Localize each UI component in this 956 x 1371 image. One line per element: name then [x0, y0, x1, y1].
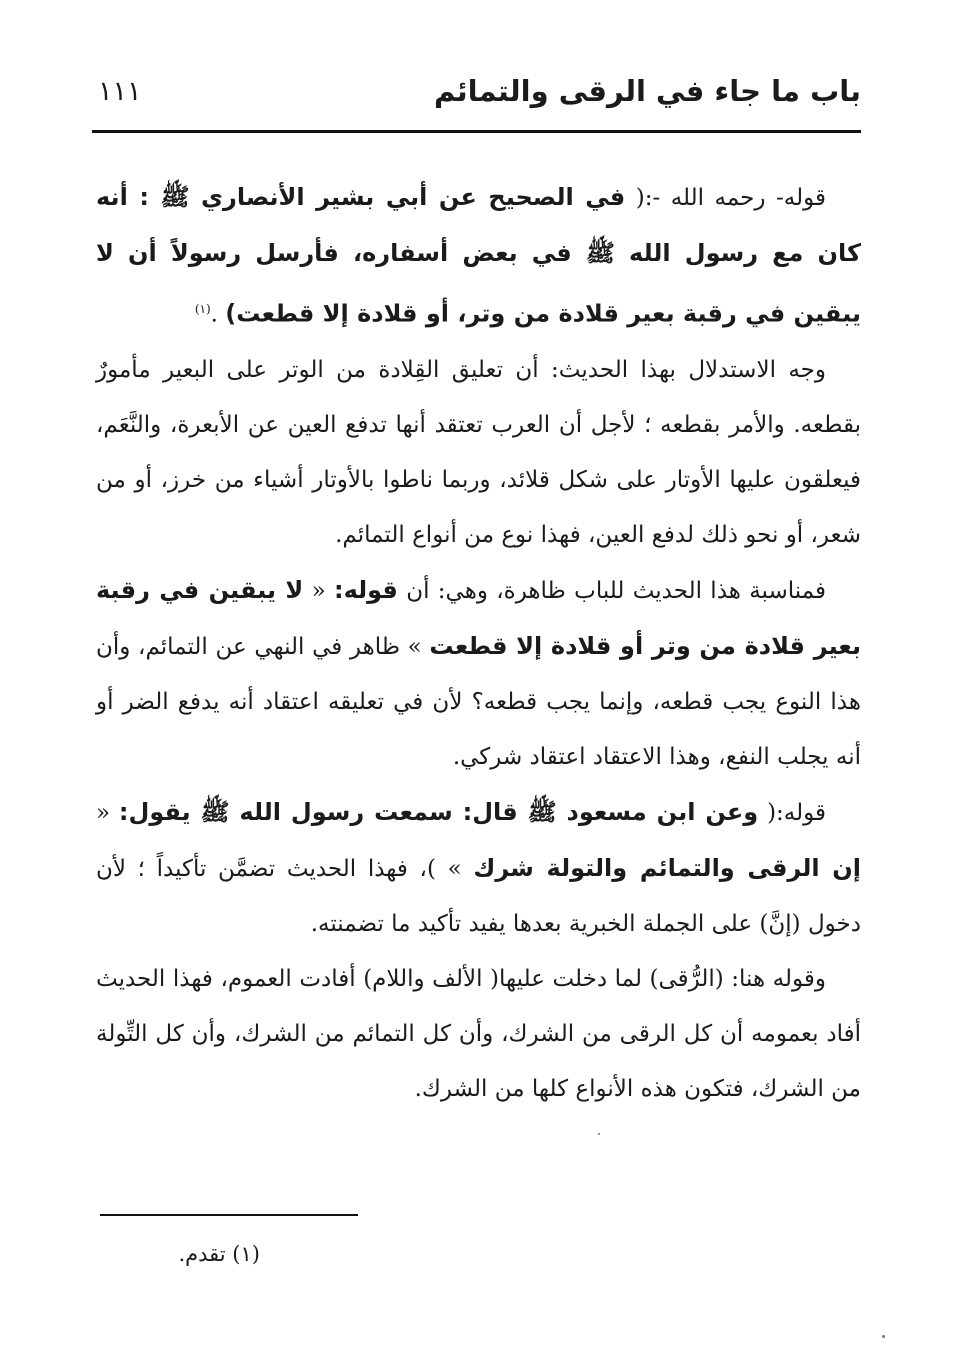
commentary-text: قوله- رحمه الله -:( — [625, 185, 826, 211]
commentary-text: « — [96, 799, 119, 826]
hadith-quote: قوله: — [333, 575, 398, 604]
commentary-text: « — [303, 577, 334, 604]
commentary-text: . — [210, 301, 226, 328]
commentary-text: » )، فهذا الحديث تضمَّن تأكيداً ؛ لأن دخول (إنَّ) على الجملة الخبرية بعدها يفيد تأكيد ما تضمنته. — [96, 855, 861, 937]
scan-speck — [882, 1335, 885, 1338]
running-header — [92, 66, 861, 133]
paragraph — [96, 952, 861, 1117]
page-number: ١١١ — [98, 76, 142, 107]
commentary-text: وقوله هنا: (الرُّقى) لما دخلت عليها( الألف واللام) أفادت العموم، فهذا الحديث أفاد بعمومه أن كل الرقى من الشرك، وأن كل التمائم من الشرك، وأن كل التِّولة من الشرك، فتكون هذه الأنواع كلها من الشرك. — [96, 965, 861, 1102]
commentary-text: قوله:( — [758, 799, 827, 826]
footnote-separator — [100, 1214, 358, 1216]
paragraph — [96, 785, 861, 952]
paragraph — [96, 343, 861, 563]
commentary-text: » ظاهر في النهي عن التمائم، وأن هذا النوع يجب قطعه، وإنما يجب قطعه؟ لأن في تعليقه اعتقاد أنه يدفع الضر أو أنه يجلب النفع، وهذا الاعتقاد اعتقاد شركي. — [96, 633, 861, 770]
hadith-quote: إن الرقى والتمائم والتولة شرك — [473, 853, 861, 882]
hadith-quote: لا يبقين في رقبة بعير قلادة من وتر أو قلادة إلا قطعت — [96, 575, 861, 660]
chapter-title: باب ما جاء في الرقى والتمائم — [433, 74, 861, 108]
paragraph — [96, 170, 861, 343]
footnote-reference: (١) — [194, 302, 211, 316]
hadith-quote: وعن ابن مسعود ﷺ قال: سمعت رسول الله ﷺ يقول: — [118, 797, 759, 826]
footnote: (١) تقدم. — [178, 1242, 260, 1266]
main-text — [96, 170, 861, 1117]
paragraph — [96, 563, 861, 785]
commentary-text: وجه الاستدلال بهذا الحديث: أن تعليق القِلادة من الوتر على البعير مأمورٌ بقطعه. والأمر بقطعه ؛ لأجل أن العرب تعتقد أنها تدفع العين عن الأبعرة، والنَّعَم، فيعلقون عليها الأوتار على شكل قلائد، وربما ناطوا بالأوتار أشياء من خرز، أو من شعر، أو نحو ذلك لدفع العين، فهذا نوع من أنواع التمائم. — [96, 356, 861, 548]
scan-speck — [598, 1133, 600, 1135]
commentary-text: فمناسبة هذا الحديث للباب ظاهرة، وهي: أن — [397, 577, 826, 604]
hadith-quote: في الصحيح عن أبي بشير الأنصاري ﷺ : أنه كان مع رسول الله ﷺ في بعض أسفاره، فأرسل رسولاً أن لا يبقين في رقبة بعير قلادة من وتر، أو قلادة إلا قطعت) — [96, 183, 861, 328]
